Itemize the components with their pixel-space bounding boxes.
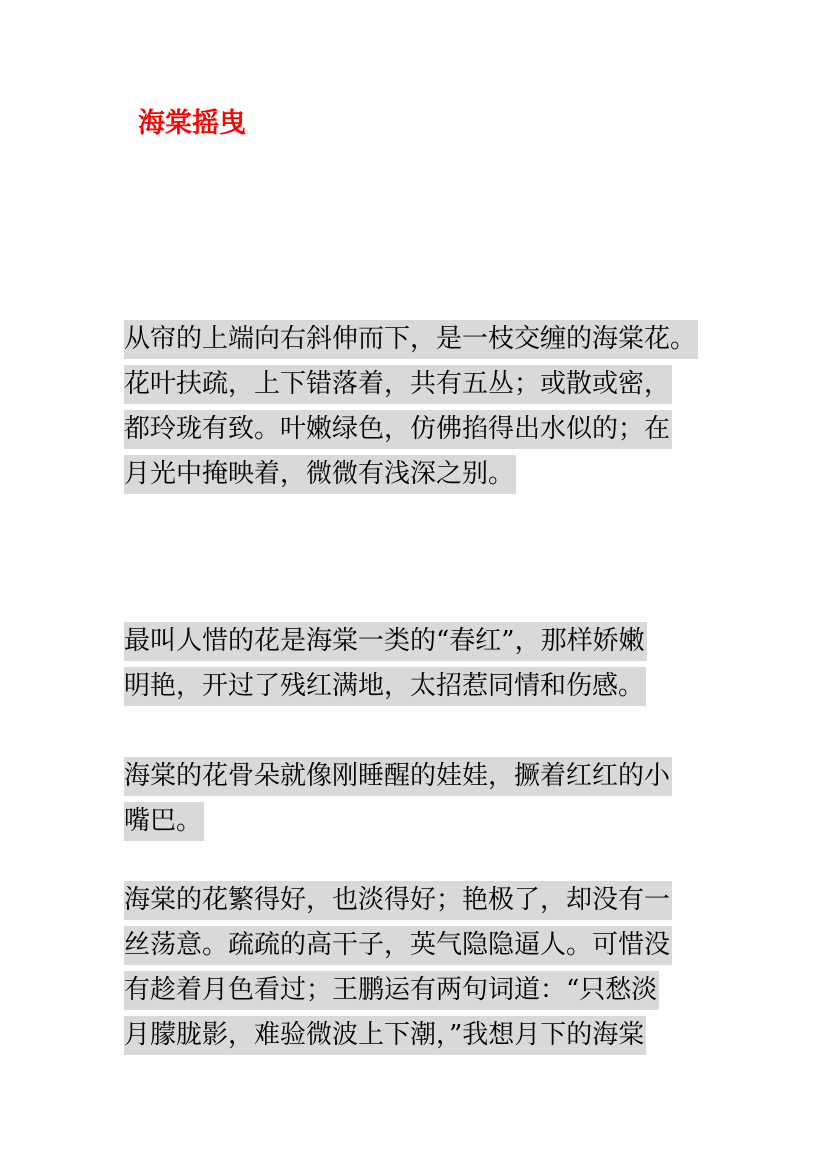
paragraph-3	[124, 757, 728, 847]
paragraph-line: 有趁着月色看过；王鹏运有两句词道：“只愁淡	[124, 971, 659, 1010]
paragraph-4	[124, 881, 728, 1061]
paragraph-line: 都玲珑有致。叶嫩绿色，仿佛掐得出水似的；在	[124, 410, 672, 449]
paragraph-line: 月光中掩映着，微微有浅深之别。	[124, 455, 516, 494]
paragraph-line: 明艳，开过了残红满地，太招惹同情和伤感。	[124, 667, 646, 706]
paragraph-line: 从帘的上端向右斜伸而下，是一枝交缠的海棠花。	[124, 320, 698, 359]
paragraph-line: 海棠的花繁得好，也淡得好；艳极了，却没有一	[124, 881, 672, 920]
paragraph-2	[124, 622, 728, 712]
paragraph-line: 丝荡意。疏疏的高干子，英气隐隐逼人。可惜没	[124, 926, 672, 965]
paragraph-1	[124, 320, 728, 500]
paragraph-line: 嘴巴。	[124, 802, 204, 841]
paragraph-line: 最叫人惜的花是海棠一类的“春红”，那样娇嫩	[124, 622, 647, 661]
paragraph-line: 花叶扶疏，上下错落着，共有五丛；或散或密，	[124, 365, 672, 404]
paragraph-line: 月朦胧影，难验微波上下潮，”我想月下的海棠	[124, 1016, 646, 1055]
paragraph-line: 海棠的花骨朵就像刚睡醒的娃娃，撅着红红的小	[124, 757, 672, 796]
document-title: 海棠摇曳	[138, 108, 246, 139]
